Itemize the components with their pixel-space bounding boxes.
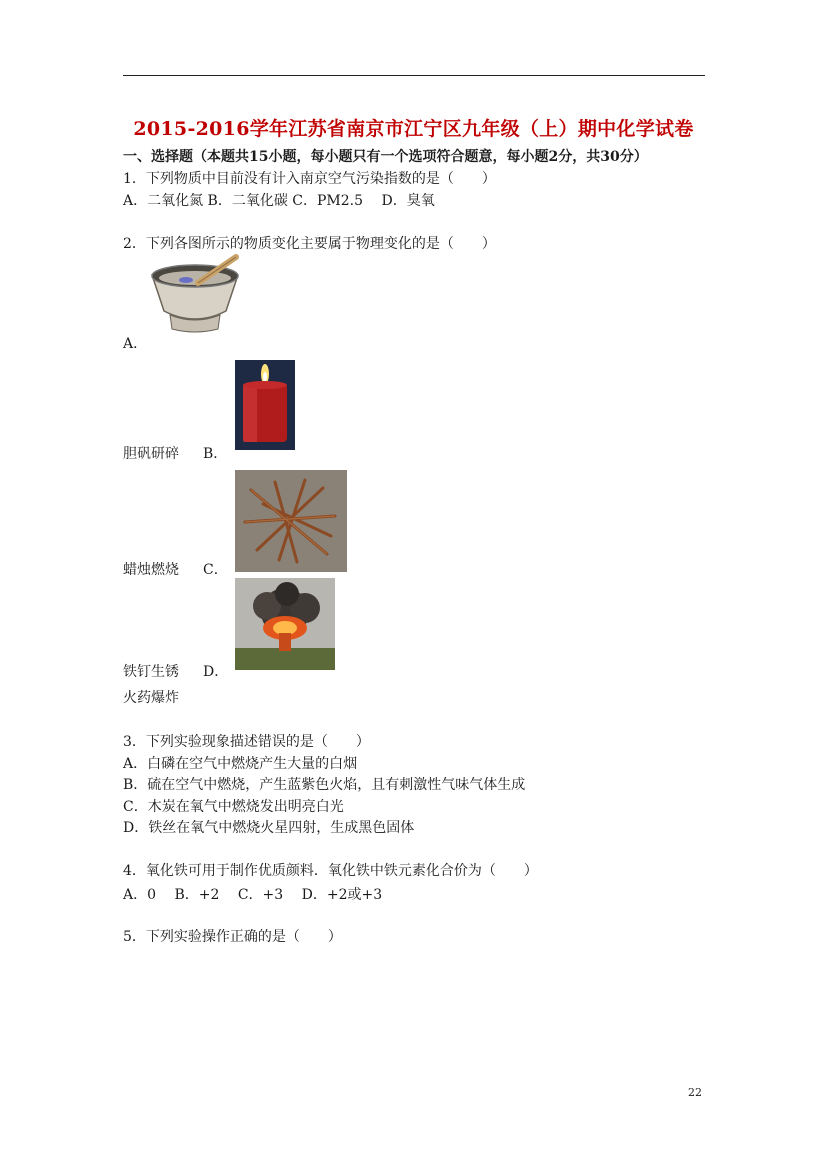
q2-option-d-label: D． [203,664,229,680]
q2-option-a-label: A． [123,336,148,352]
header-rule [123,75,705,76]
page-number: 22 [688,1086,702,1099]
q2-caption-b: 蜡烛燃烧 [123,562,179,578]
rusty-nails-image [235,470,347,572]
q2-option-b-label: B． [203,446,228,462]
q3-option-c: C．木炭在氧气中燃烧发出明亮白光 [123,799,344,815]
q2-caption-d: 火药爆炸 [123,690,179,706]
candle-image [235,360,295,450]
q2-stem: 2．下列各图所示的物质变化主要属于物理变化的是（ ） [123,236,496,252]
q2-option-c-row [123,559,228,579]
page-title: 2015-2016学年江苏省南京市江宁区九年级（上）期中化学试卷 [133,118,694,140]
q2-caption-a: 胆矾研碎 [123,446,179,462]
q4-stem: 4．氧化铁可用于制作优质颜料．氧化铁中铁元素化合价为（ ） [123,863,538,879]
q1-stem: 1．下列物质中目前没有计入南京空气污染指数的是（ ） [123,171,496,187]
q3-option-d: D．铁丝在氧气中燃烧火星四射，生成黑色固体 [123,820,415,836]
q5-stem: 5．下列实验操作正确的是（ ） [123,929,342,945]
q2-caption-c: 铁钉生锈 [123,664,179,680]
mortar-pestle-image [148,253,242,337]
q2-option-b-row [123,443,227,463]
explosion-image [235,578,335,670]
q2-option-d-row [123,661,228,681]
q3-stem: 3．下列实验现象描述错误的是（ ） [123,734,370,750]
q2-option-c-label: C． [203,562,228,578]
section-heading: 一、选择题（本题共15小题，每小题只有一个选项符合题意，每小题2分，共30分） [123,149,648,165]
q1-options: A．二氧化氮 B．二氧化碳 C．PM2.5 D．臭氧 [123,193,435,209]
q3-option-a: A．白磷在空气中燃烧产生大量的白烟 [123,756,358,772]
q3-option-b: B．硫在空气中燃烧，产生蓝紫色火焰，且有刺激性气味气体生成 [123,777,526,793]
q4-options: A．0 B．+2 C．+3 D．+2或+3 [123,887,383,903]
